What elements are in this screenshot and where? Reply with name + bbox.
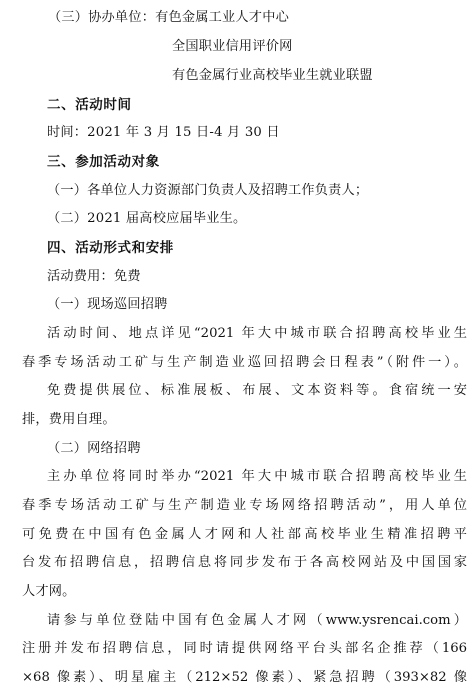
section-heading: 三、参加活动对象	[47, 154, 160, 170]
paragraph-line: 活动时间、地点详见“2021 年大中城市联合招聘高校毕业生	[47, 326, 467, 341]
paragraph-line: 春季专场活动工矿与生产制造业专场网络招聘活动”，用人单位	[22, 498, 467, 513]
paragraph-line: 排，费用自理。	[22, 412, 116, 427]
paragraph-line: 请参与单位登陆中国有色金属人才网（www.ysrencai.com）	[47, 613, 467, 628]
co-organizer-line: （三）协办单位：有色金属工业人才中心	[48, 10, 289, 25]
body-line: （一）各单位人力资源部门负责人及招聘工作负责人；	[47, 183, 369, 198]
section-heading: 四、活动形式和安排	[47, 240, 174, 256]
body-line: 时间：2021 年 3 月 15 日-4 月 30 日	[47, 125, 280, 140]
co-organizer-line: 有色金属行业高校毕业生就业联盟	[172, 68, 373, 83]
paragraph-line: 注册并发布招聘信息，同时请提供网络平台头部名企推荐（166	[22, 641, 467, 656]
paragraph-line: 人才网。	[22, 584, 76, 599]
paragraph-line: 春季专场活动工矿与生产制造业巡回招聘会日程表”（附件一）。	[22, 355, 467, 370]
paragraph-line: 可免费在中国有色金属人才网和人社部高校毕业生精准招聘平	[22, 527, 467, 542]
paragraph-line: 台发布招聘信息，招聘信息将同步发布于各高校网站及中国国家	[22, 555, 467, 570]
co-organizer-line: 全国职业信用评价网	[172, 39, 293, 54]
body-line: （二）2021 届高校应届毕业生。	[47, 211, 247, 226]
subsection-heading: （二）网络招聘	[47, 441, 141, 456]
paragraph-line: 主办单位将同时举办“2021 年大中城市联合招聘高校毕业生	[47, 469, 467, 484]
body-line: 活动费用：免费	[47, 269, 141, 284]
subsection-heading: （一）现场巡回招聘	[47, 297, 168, 312]
paragraph-line: ×68 像素）、明星雇主（212×52 像素）、紧急招聘（393×82 像	[22, 670, 467, 685]
paragraph-line: 免费提供展位、标准展板、布展、文本资料等。食宿统一安	[47, 383, 467, 398]
section-heading: 二、活动时间	[47, 97, 132, 113]
